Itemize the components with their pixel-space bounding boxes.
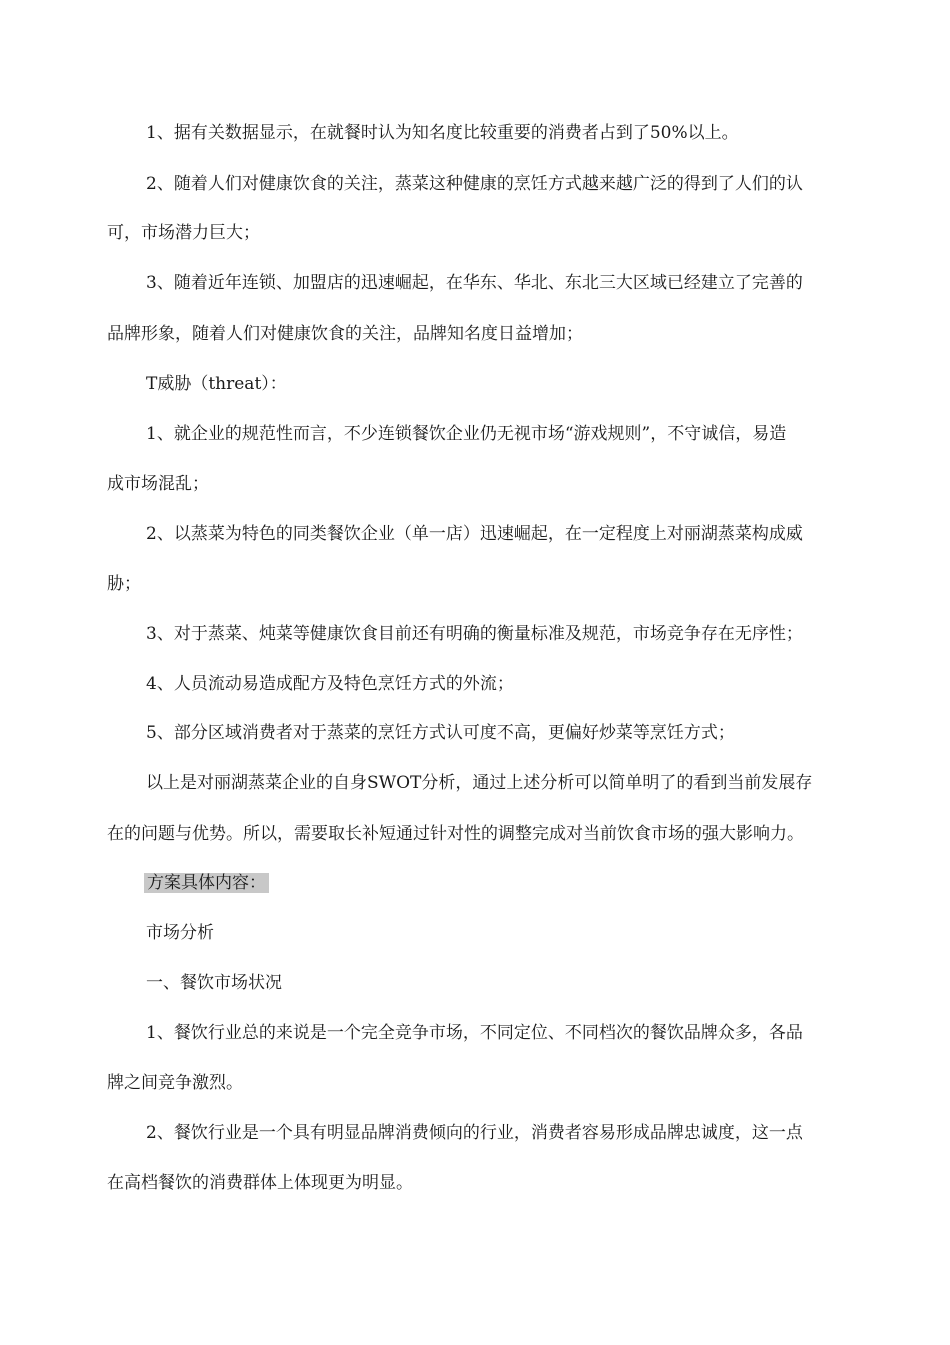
paragraph-opportunity-3-line2: 品牌形象，随着人们对健康饮食的关注，品牌知名度日益增加； [107,324,583,344]
paragraph-threat-2-line2: 胁； [107,574,141,594]
threat-heading: T威胁（threat）： [146,374,287,394]
summary-line2: 在的问题与优势。所以，需要取长补短通过针对性的调整完成对当前饮食市场的强大影响力。 [107,824,804,844]
paragraph-opportunity-2-line1: 2、随着人们对健康饮食的关注，蒸菜这种健康的烹饪方式越来越广泛的得到了人们的认 [146,174,803,194]
paragraph-market-2-line2: 在高档餐饮的消费群体上体现更为明显。 [107,1173,413,1193]
paragraph-threat-5: 5、部分区域消费者对于蒸菜的烹饪方式认可度不高，更偏好炒菜等烹饪方式； [146,723,735,743]
market-analysis-heading: 市场分析 [146,923,214,943]
paragraph-threat-1-line2: 成市场混乱； [107,474,209,494]
paragraph-opportunity-2-line2: 可，市场潜力巨大； [107,223,260,243]
paragraph-market-1-line2: 牌之间竞争激烈。 [107,1073,243,1093]
paragraph-threat-3: 3、对于蒸菜、炖菜等健康饮食目前还有明确的衡量标准及规范，市场竞争存在无序性； [146,624,803,644]
paragraph-market-1-line1: 1、餐饮行业总的来说是一个完全竞争市场，不同定位、不同档次的餐饮品牌众多，各品 [146,1023,803,1043]
plan-heading-highlight: 方案具体内容： [144,873,269,893]
paragraph-opportunity-3-line1: 3、随着近年连锁、加盟店的迅速崛起，在华东、华北、东北三大区域已经建立了完善的 [146,273,803,293]
paragraph-opportunity-1: 1、据有关数据显示，在就餐时认为知名度比较重要的消费者占到了50%以上。 [146,123,739,143]
paragraph-threat-1-line1: 1、就企业的规范性而言，不少连锁餐饮企业仍无视市场“游戏规则”，不守诚信，易造 [146,424,787,444]
plan-heading [146,872,269,894]
paragraph-threat-2-line1: 2、以蒸菜为特色的同类餐饮企业（单一店）迅速崛起，在一定程度上对丽湖蒸菜构成威 [146,524,803,544]
summary-line1: 以上是对丽湖蒸菜企业的自身SWOT分析，通过上述分析可以简单明了的看到当前发展存 [146,773,813,793]
paragraph-threat-4: 4、人员流动易造成配方及特色烹饪方式的外流； [146,674,514,694]
paragraph-market-2-line1: 2、餐饮行业是一个具有明显品牌消费倾向的行业，消费者容易形成品牌忠诚度，这一点 [146,1123,803,1143]
section1-heading: 一、餐饮市场状况 [146,973,282,993]
